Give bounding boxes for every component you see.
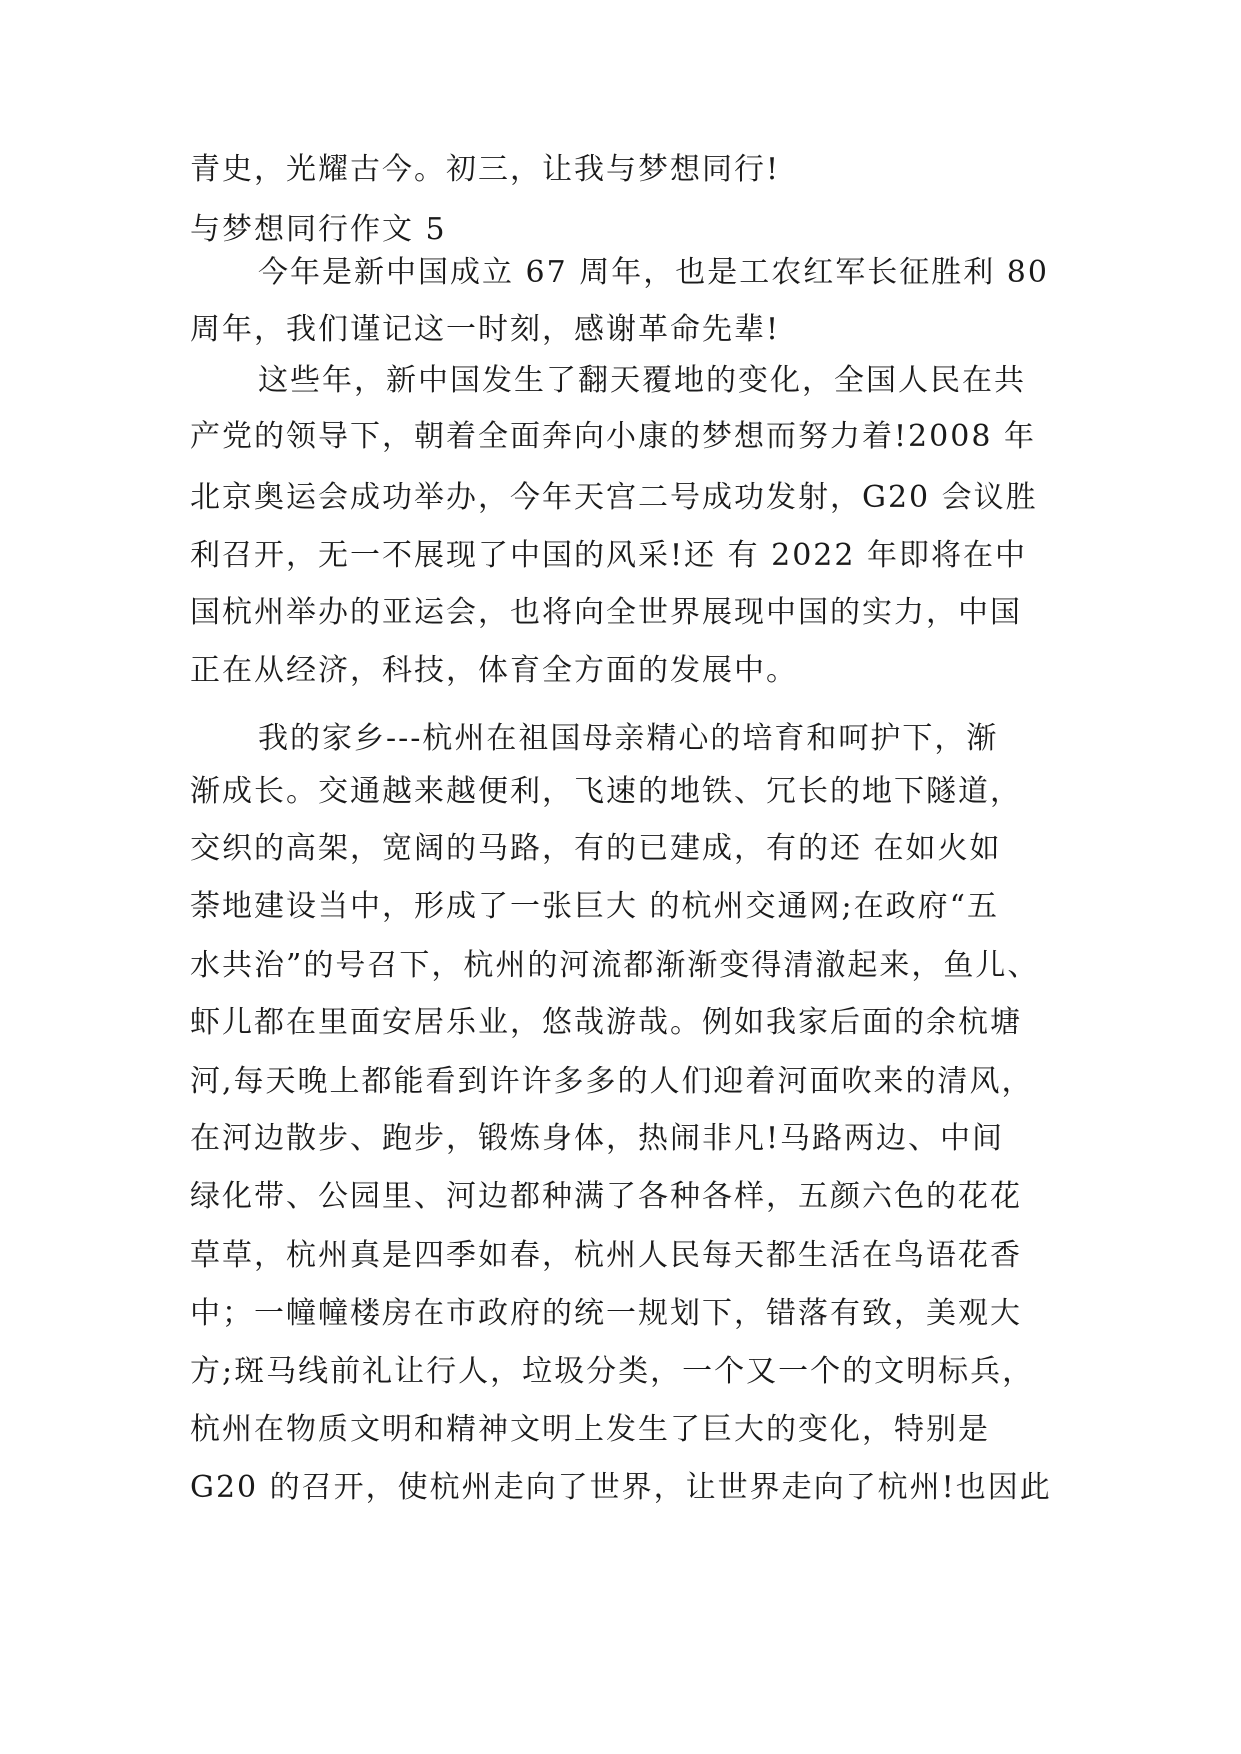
paragraph-line: 在河边散步、跑步，锻炼身体，热闹非凡!马路两边、中间 [190, 1121, 1005, 1156]
section-heading: 与梦想同行作文 5 [190, 212, 447, 247]
paragraph-line: 周年，我们谨记这一时刻，感谢革命先辈! [190, 312, 781, 347]
paragraph-line: 利召开，无一不展现了中国的风采!还 有 2022 年即将在中 [190, 538, 1028, 573]
paragraph-line: 正在从经济，科技，体育全方面的发展中。 [190, 653, 798, 688]
paragraph-line: 杭州在物质文明和精神文明上发生了巨大的变化，特别是 [190, 1412, 990, 1447]
paragraph-line: G20 的召开，使杭州走向了世界，让世界走向了杭州!也因此 [190, 1470, 1052, 1505]
paragraph-line: 中；一幢幢楼房在市政府的统一规划下，错落有致，美观大 [190, 1296, 1022, 1331]
paragraph-line: 绿化带、公园里、河边都种满了各种各样，五颜六色的花花 [190, 1179, 1022, 1214]
paragraph-line: 今年是新中国成立 67 周年，也是工农红军长征胜利 80 [258, 255, 1049, 290]
paragraph-line: 北京奥运会成功举办，今年天宫二号成功发射，G20 会议胜 [190, 480, 1038, 515]
paragraph-line: 水共治”的号召下，杭州的河流都渐渐变得清澈起来，鱼儿、 [190, 948, 1040, 983]
paragraph-line: 河,每天晚上都能看到许许多多的人们迎着河面吹来的清风， [190, 1064, 1034, 1099]
text-line: 青史，光耀古今。初三，让我与梦想同行! [190, 152, 781, 187]
paragraph-line: 草草，杭州真是四季如春，杭州人民每天都生活在鸟语花香 [190, 1238, 1022, 1273]
paragraph-line: 我的家乡---杭州在祖国母亲精心的培育和呵护下，渐 [258, 721, 999, 756]
paragraph-line: 荼地建设当中，形成了一张巨大 的杭州交通网;在政府“五 [190, 889, 999, 924]
paragraph-line: 渐成长。交通越来越便利，飞速的地铁、冗长的地下隧道， [190, 774, 1022, 809]
paragraph-line: 方;斑马线前礼让行人，垃圾分类，一个又一个的文明标兵， [190, 1354, 1035, 1389]
paragraph-line: 国杭州举办的亚运会，也将向全世界展现中国的实力，中国 [190, 595, 1022, 630]
paragraph-line: 产党的领导下，朝着全面奔向小康的梦想而努力着!2008 年 [190, 419, 1036, 454]
paragraph-line: 虾儿都在里面安居乐业，悠哉游哉。例如我家后面的余杭塘 [190, 1005, 1022, 1040]
paragraph-line: 这些年，新中国发生了翻天覆地的变化，全国人民在共 [258, 363, 1026, 398]
paragraph-line: 交织的高架，宽阔的马路，有的已建成，有的还 在如火如 [190, 831, 1002, 866]
